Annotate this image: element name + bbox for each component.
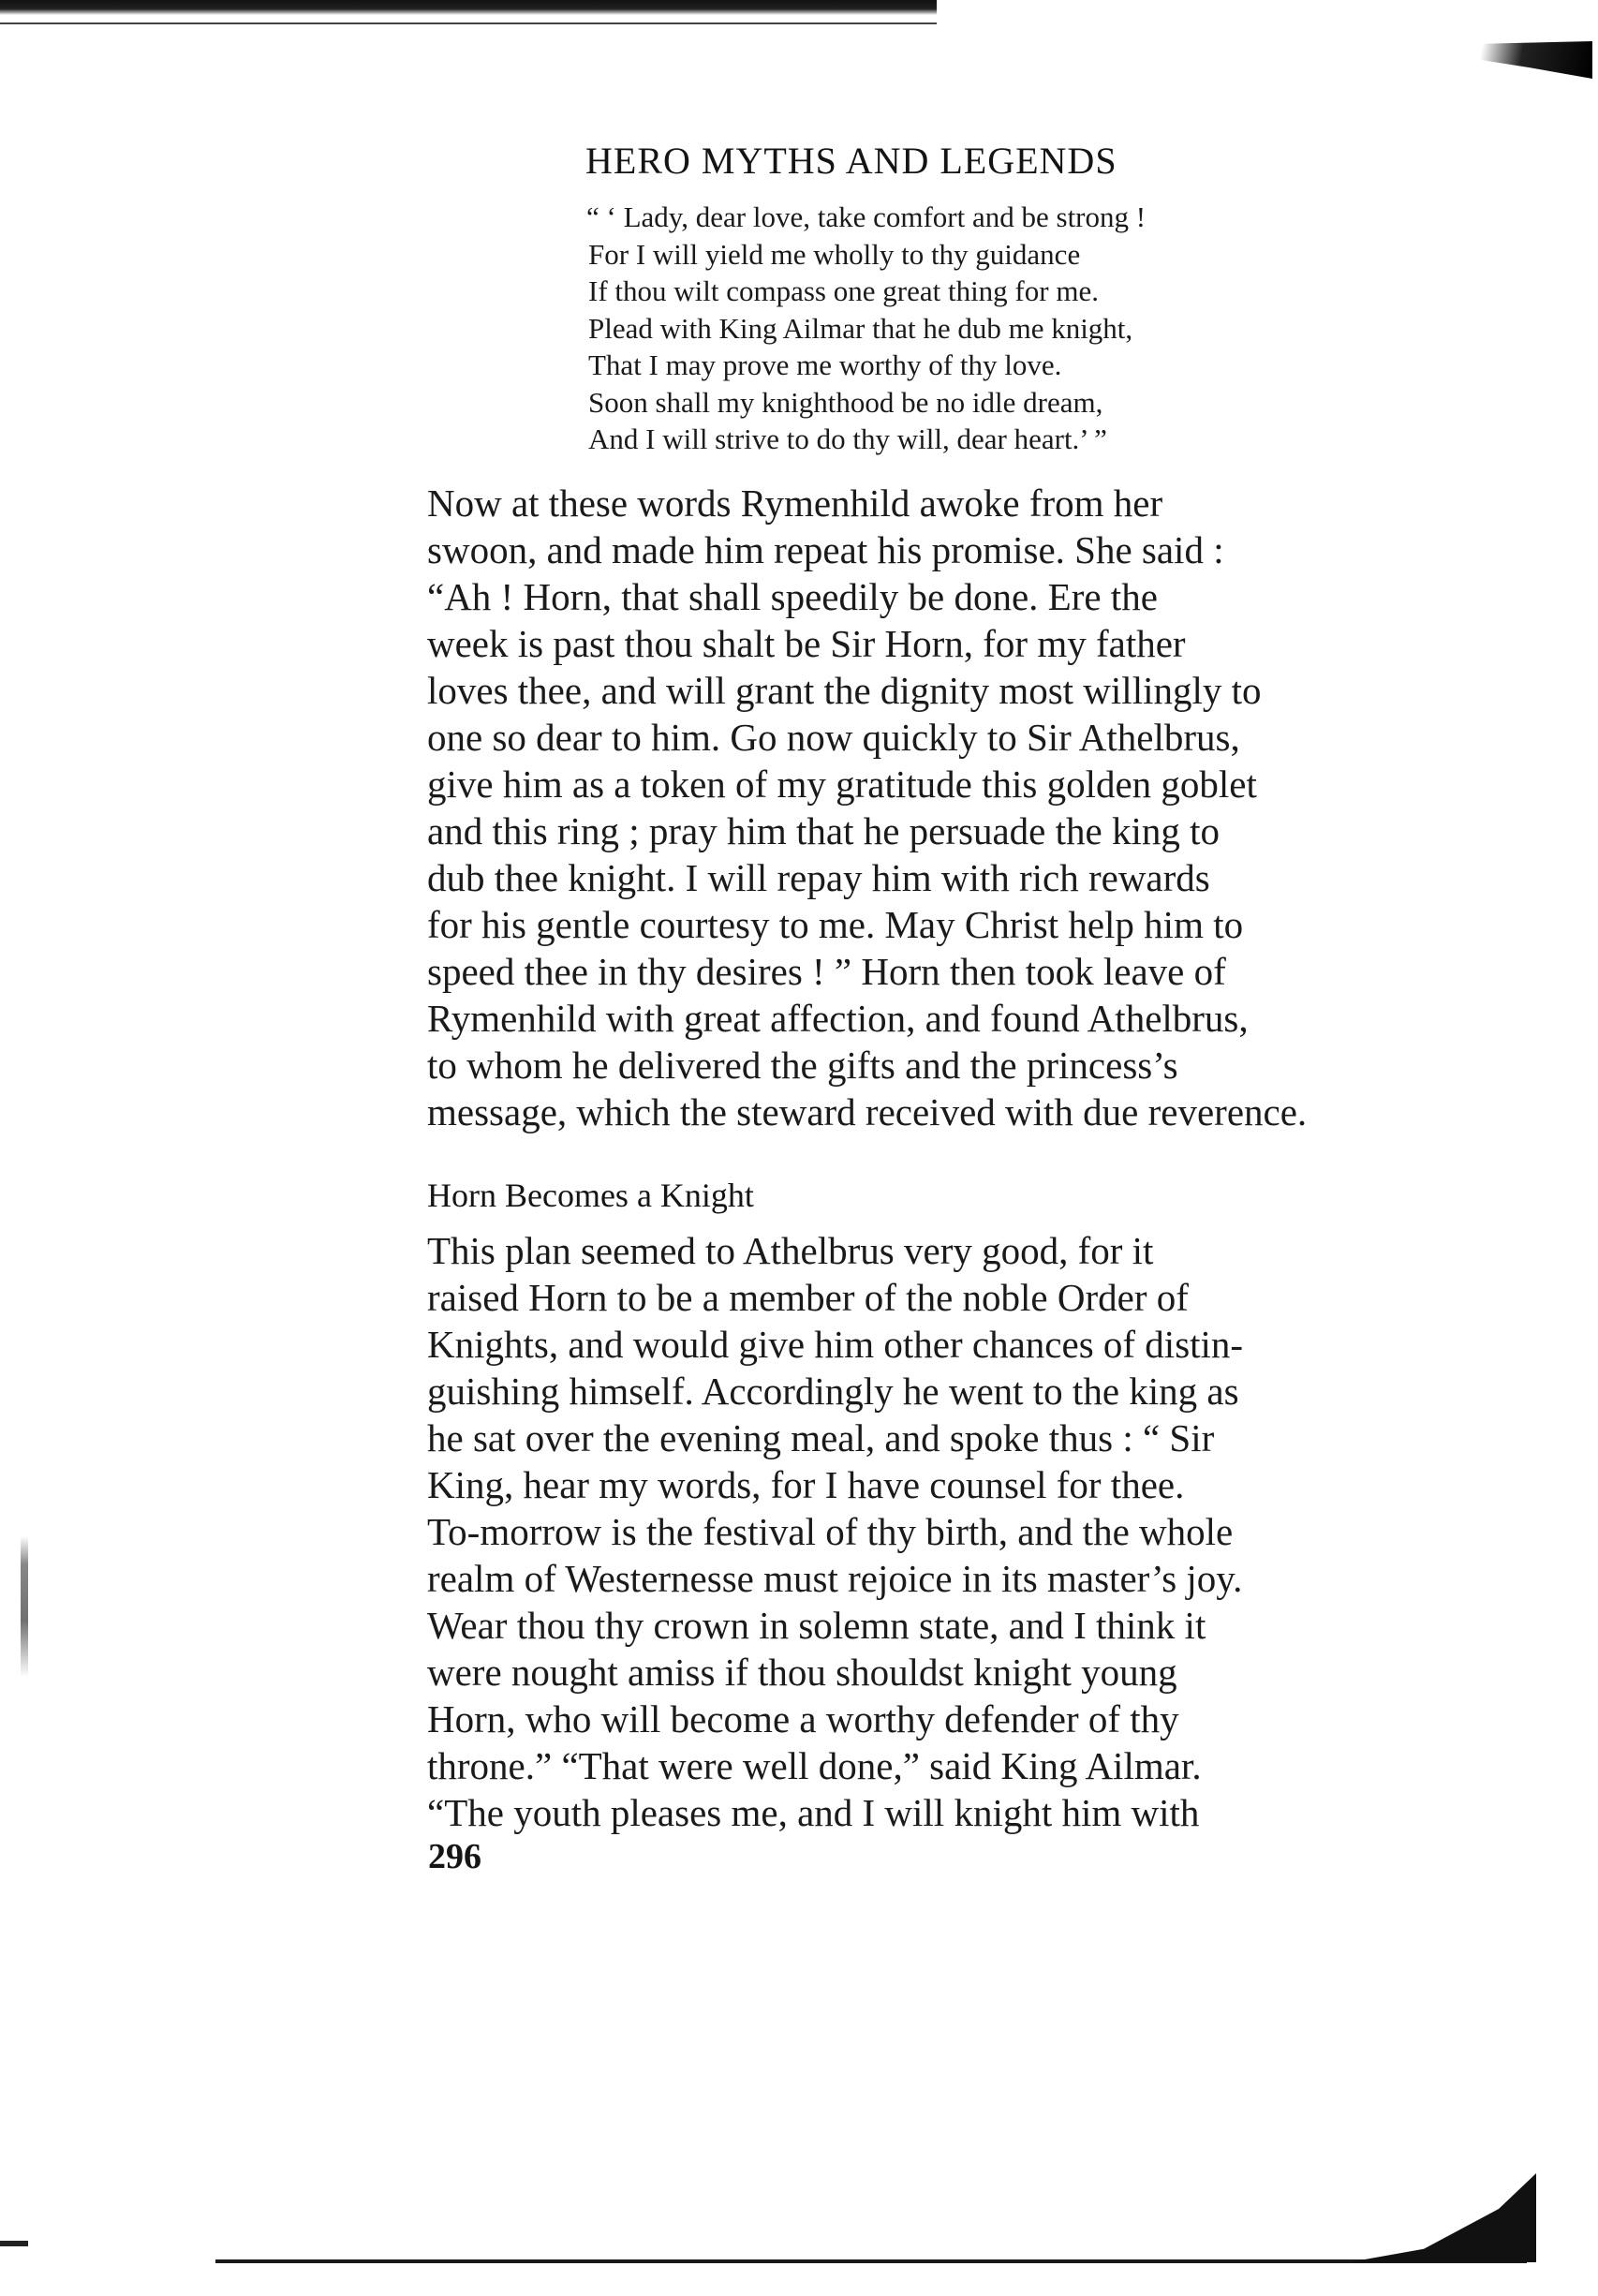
text-line: dub thee knight. I will repay him with rich rewards bbox=[427, 856, 1210, 899]
paragraph-1 bbox=[427, 480, 1457, 1135]
verse-line: For I will yield me wholly to thy guidance bbox=[588, 237, 1081, 271]
text-line: Wear thou thy crown in solemn state, and I think it bbox=[427, 1604, 1206, 1647]
verse-line: That I may prove me worthy of thy love. bbox=[588, 348, 1062, 381]
verse-line: If thou wilt compass one great thing for me. bbox=[588, 274, 1099, 307]
scan-edge-shadow-top bbox=[0, 0, 937, 15]
text-line: “Ah ! Horn, that shall speedily be done. Ere the bbox=[427, 575, 1158, 618]
scan-corner-shadow-top-right bbox=[1433, 41, 1592, 79]
text-line: week is past thou shalt be Sir Horn, for my father bbox=[427, 622, 1186, 665]
verse-line: Soon shall my knighthood be no idle dream, bbox=[588, 385, 1103, 419]
text-line: realm of Westernesse must rejoice in its master’s joy. bbox=[427, 1557, 1243, 1600]
text-line: he sat over the evening meal, and spoke thus : “ Sir bbox=[427, 1416, 1215, 1459]
page-number: 296 bbox=[428, 1837, 481, 1876]
text-line: and this ring ; pray him that he persuade the king to bbox=[427, 809, 1221, 852]
text-line: loves thee, and will grant the dignity most willingly to bbox=[427, 669, 1262, 712]
paragraph-2 bbox=[427, 1227, 1457, 1836]
text-line: give him as a token of my gratitude this golden goblet bbox=[427, 763, 1257, 806]
text-line: for his gentle courtesy to me. May Christ help him to bbox=[427, 903, 1244, 946]
text-line: to whom he delivered the gifts and the princess’s bbox=[427, 1044, 1178, 1087]
text-line: throne.” “That were well done,” said King Ailmar. bbox=[427, 1744, 1202, 1787]
text-line: King, hear my words, for I have counsel for thee. bbox=[427, 1463, 1185, 1506]
text-line: This plan seemed to Athelbrus very good, for it bbox=[427, 1229, 1154, 1272]
text-line: Rymenhild with great affection, and found Athelbrus, bbox=[427, 997, 1249, 1040]
verse-line: “ ‘ Lady, dear love, take comfort and be strong ! bbox=[586, 200, 1147, 233]
text-line: were nought amiss if thou shouldst knight young bbox=[427, 1651, 1177, 1694]
scan-mark-bottom-left bbox=[0, 2241, 28, 2246]
text-line: Now at these words Rymenhild awoke from her bbox=[427, 481, 1163, 525]
text-line: one so dear to him. Go now quickly to Sir Athelbrus, bbox=[427, 716, 1240, 759]
scan-smudge-left bbox=[21, 1536, 28, 1677]
text-line: Knights, and would give him other chances of distin- bbox=[427, 1323, 1244, 1366]
verse-block bbox=[588, 199, 1338, 458]
text-line: guishing himself. Accordingly he went to the king as bbox=[427, 1370, 1239, 1413]
scan-corner-shadow-bottom-right bbox=[1349, 2173, 1536, 2262]
text-line: Horn, who will become a worthy defender of thy bbox=[427, 1697, 1179, 1741]
verse-line: Plead with King Ailmar that he dub me knight, bbox=[588, 311, 1133, 345]
scan-edge-line-top bbox=[0, 22, 937, 24]
running-head: HERO MYTHS AND LEGENDS bbox=[585, 140, 1117, 182]
text-line: raised Horn to be a member of the noble Order of bbox=[427, 1276, 1189, 1319]
verse-line: And I will strive to do thy will, dear heart.’ ” bbox=[588, 422, 1107, 455]
text-line: “The youth pleases me, and I will knight him with bbox=[427, 1791, 1200, 1834]
text-line: speed thee in thy desires ! ” Horn then took leave of bbox=[427, 950, 1226, 993]
section-heading: Horn Becomes a Knight bbox=[427, 1177, 754, 1214]
text-line: To-morrow is the festival of thy birth, and the whole bbox=[427, 1510, 1234, 1553]
text-line: message, which the steward received with due reverence. bbox=[427, 1090, 1308, 1133]
text-line: swoon, and made him repeat his promise. She said : bbox=[427, 528, 1224, 571]
scan-edge-line-bottom bbox=[215, 2259, 1527, 2263]
